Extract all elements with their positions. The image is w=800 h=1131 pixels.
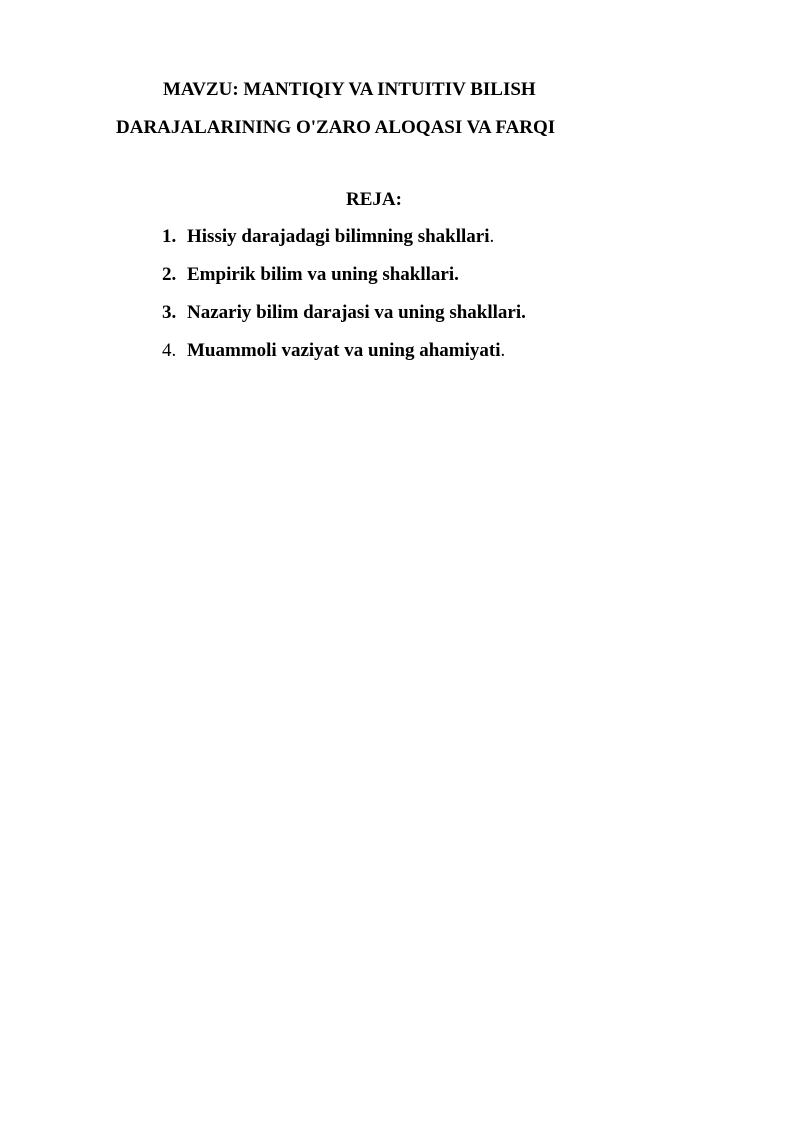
plan-list <box>162 226 526 378</box>
plan-item-4 <box>162 340 526 378</box>
plan-heading: REJA: <box>346 189 402 210</box>
plan-item-3 <box>162 302 526 340</box>
plan-item-tail: . <box>489 226 495 247</box>
plan-item-number: 3. <box>162 302 177 323</box>
plan-item-text: Empirik bilim va uning shakllari. <box>187 264 459 285</box>
plan-item-text: Muammoli vaziyat va uning ahamiyati <box>187 340 501 361</box>
title-line-2: DARAJALARINING O'ZARO ALOQASI VA FARQI <box>116 117 556 138</box>
plan-item-number: 1. <box>162 226 177 247</box>
plan-item-2 <box>162 264 526 302</box>
plan-item-text: Nazariy bilim darajasi va uning shakllari. <box>187 302 526 323</box>
plan-item-1 <box>162 226 526 264</box>
plan-item-number: 4. <box>162 340 177 361</box>
plan-item-tail: . <box>500 340 506 361</box>
plan-item-number: 2. <box>162 264 177 285</box>
plan-item-text: Hissiy darajadagi bilimning shakllari <box>187 226 490 247</box>
title-line-1: MAVZU: MANTIQIY VA INTUITIV BILISH <box>163 79 536 100</box>
